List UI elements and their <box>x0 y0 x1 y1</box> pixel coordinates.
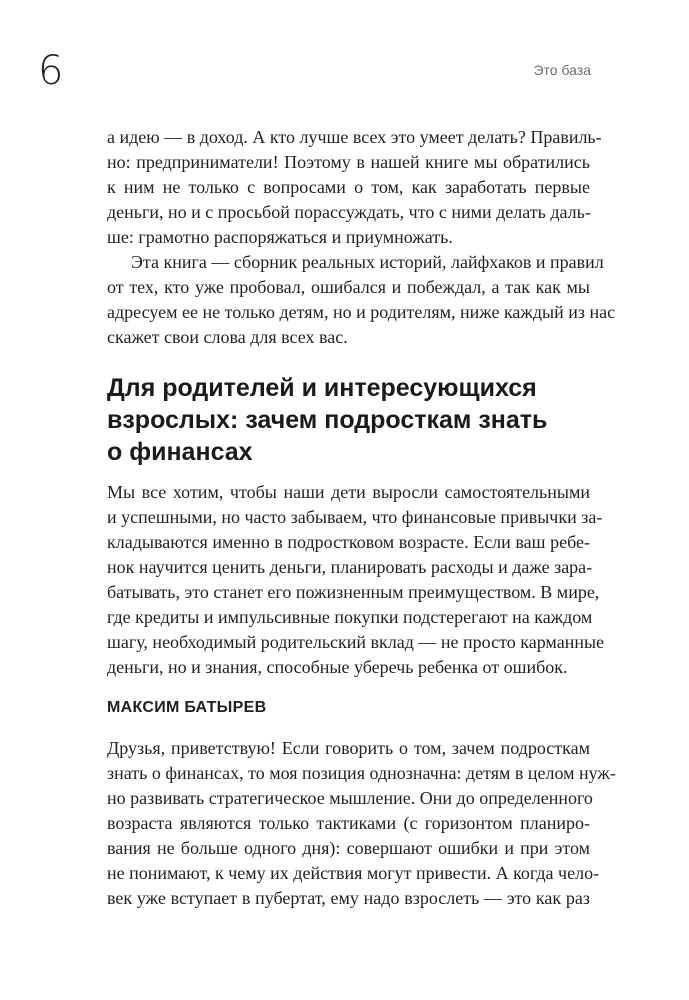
text-line: но: предприниматели! Поэтому в нашей книге мы обратились <box>107 152 590 172</box>
text-line: ше: грамотно распоряжаться и приумножать. <box>107 227 453 247</box>
heading-line: о финансах <box>107 438 253 466</box>
author-name: МАКСИМ БАТЫРЕВ <box>107 699 267 716</box>
text-line: нок научится ценить деньги, планировать расходы и даже зара- <box>107 557 593 577</box>
section-paragraph <box>107 480 605 680</box>
heading-line: взрослых: зачем подросткам знать <box>107 406 548 434</box>
text-line: шагу, необходимый родительский вклад — не просто карманные <box>107 632 605 652</box>
text-line: Мы все хотим, чтобы наши дети выросли самостоятельными <box>107 482 590 502</box>
text-line: век уже вступает в пубертат, ему надо взрослеть — это как раз <box>107 888 590 908</box>
text-line: скажет свои слова для всех вас. <box>107 327 348 347</box>
text-line: возраста являются только тактиками (с горизонтом планиро- <box>107 813 590 833</box>
running-title: Это база <box>533 62 591 78</box>
intro-paragraph <box>107 125 616 350</box>
page-number: 6 <box>38 48 64 94</box>
text-line: но развивать стратегическое мышление. Они до определенного <box>107 788 593 808</box>
text-line: деньги, но и с просьбой порассуждать, что с ними делать даль- <box>107 202 591 222</box>
text-line: Эта книга — сборник реальных историй, лайфхаков и правил <box>131 252 604 272</box>
text-line: где кредиты и импульсивные покупки подстерегают на каждом <box>107 607 593 627</box>
text-line: а идею — в доход. А кто лучше всех это умеет делать? Правиль- <box>107 127 602 147</box>
text-line: адресуем ее не только детям, но и родителям, ниже каждый из нас <box>107 302 616 322</box>
text-line: деньги, но и знания, способные уберечь ребенка от ошибок. <box>107 657 568 677</box>
text-line: к ним не только с вопросами о том, как заработать первые <box>107 177 590 197</box>
text-line: кладываются именно в подростковом возрасте. Если ваш ребе- <box>107 532 590 552</box>
section-heading <box>107 372 597 468</box>
text-line: вания не больше одного дня): совершают ошибки и при этом <box>107 838 590 858</box>
text-line: не понимают, к чему их действия могут привести. А когда чело- <box>107 863 600 883</box>
text-line: Друзья, приветствую! Если говорить о том, зачем подросткам <box>107 738 590 758</box>
heading-line: Для родителей и интересующихся <box>107 374 537 402</box>
text-line: знать о финансах, то моя позиция однозначна: детям в целом нуж- <box>107 763 616 783</box>
text-line: батывать, это станет его пожизненным преимуществом. В мире, <box>107 582 600 602</box>
text-line: и успешными, но часто забываем, что финансовые привычки за- <box>107 507 603 527</box>
text-line: от тех, кто уже пробовал, ошибался и побеждал, а так как мы <box>107 277 590 297</box>
author-paragraph <box>107 736 616 911</box>
